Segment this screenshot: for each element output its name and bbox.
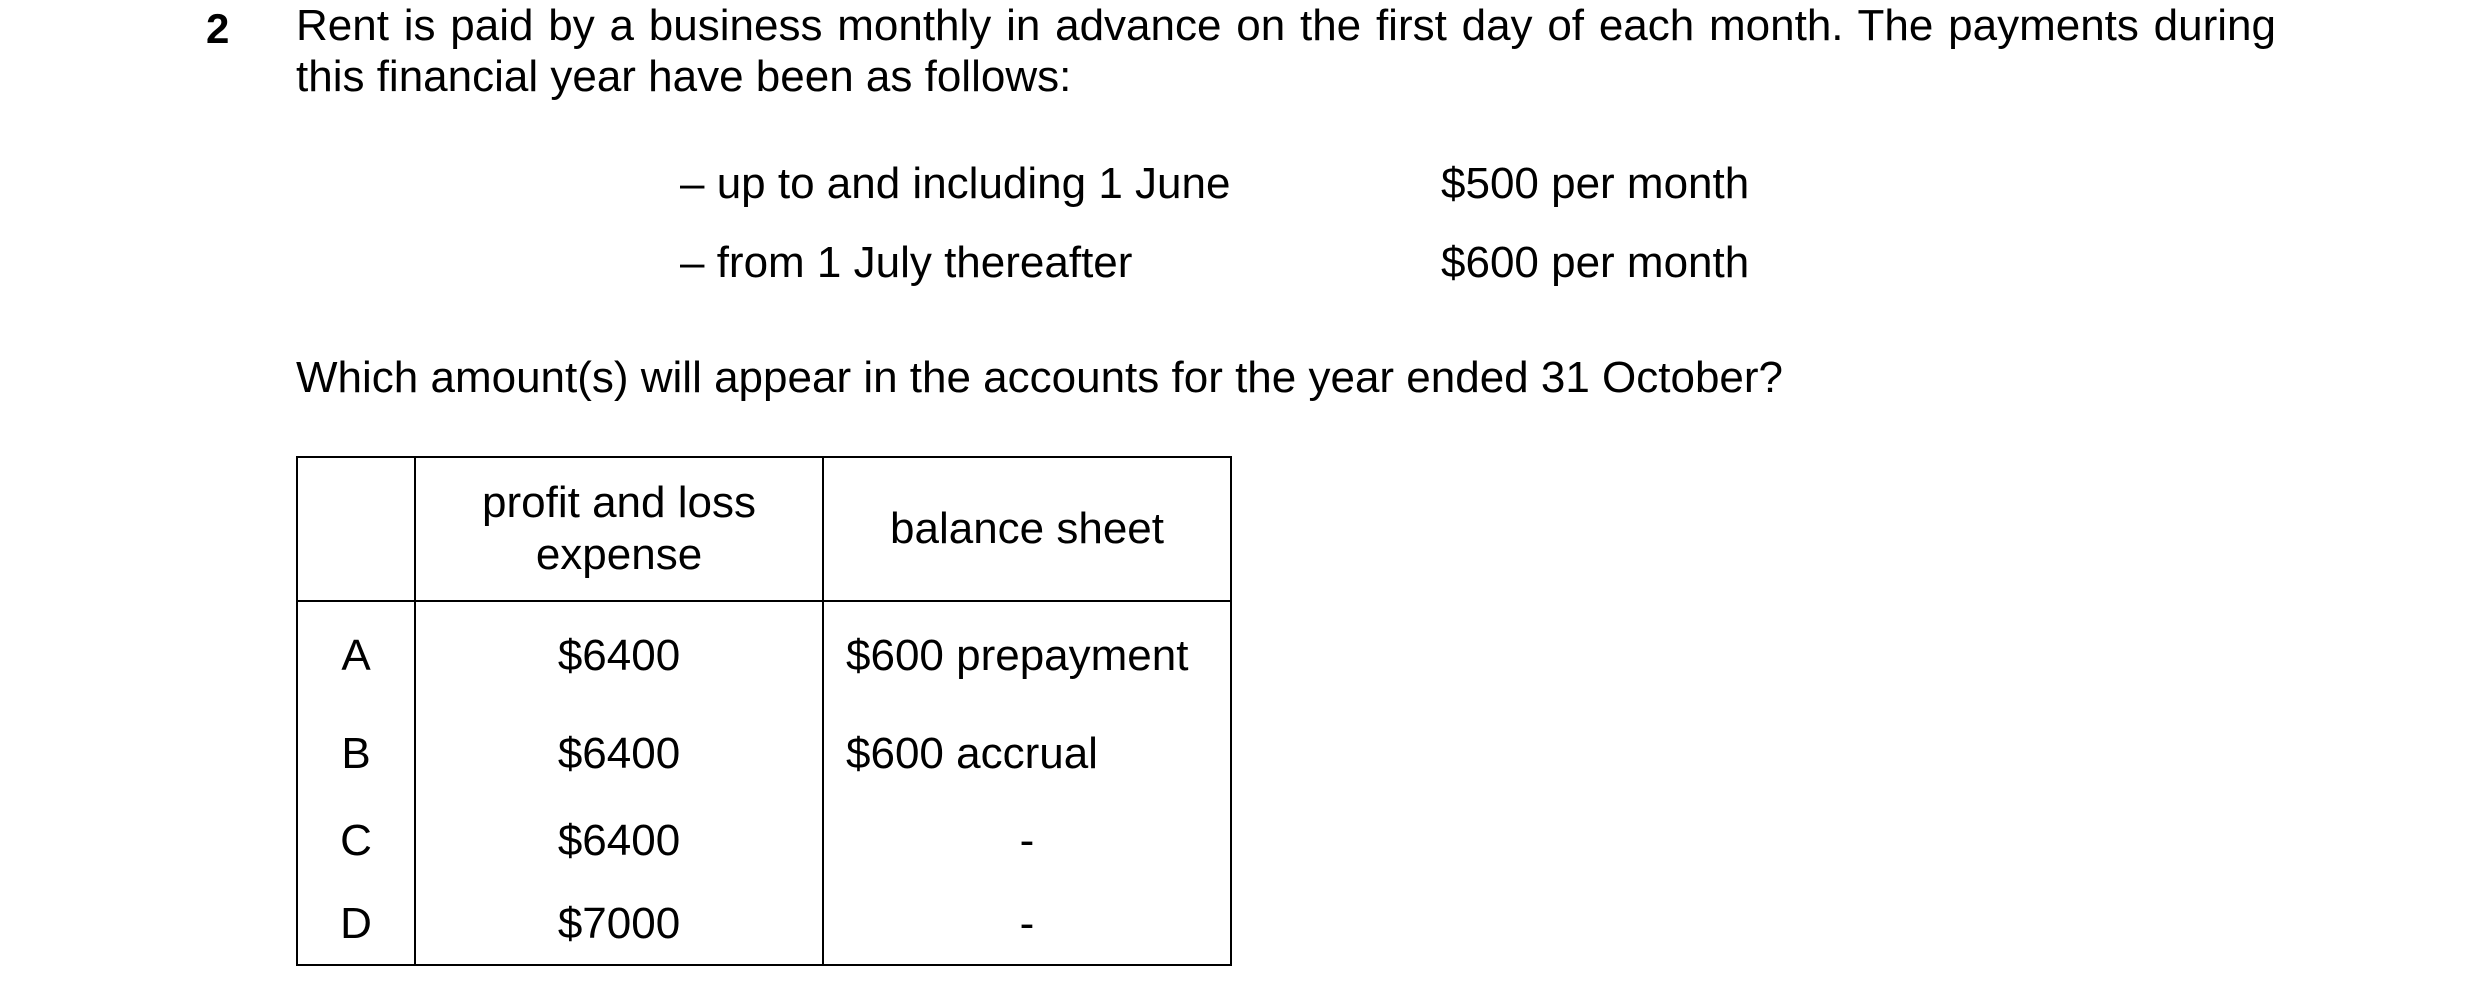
question-stem: Rent is paid by a business monthly in advance on the first day of each month. The payments during this financial year have been as follows: xyxy=(296,1,2276,101)
bs-value: $600 accrual xyxy=(823,710,1231,797)
option-letter: D xyxy=(297,884,415,965)
rate-amount-2: $600 per month xyxy=(1441,238,1750,287)
option-letter: C xyxy=(297,797,415,884)
pl-value: $6400 xyxy=(415,601,823,710)
header-pl-line2: expense xyxy=(535,530,703,579)
rate-period-2: – from 1 July thereafter xyxy=(680,238,1133,287)
table-row xyxy=(297,797,1231,884)
bs-value: - xyxy=(823,884,1231,965)
table-row xyxy=(297,884,1231,965)
pl-value: $6400 xyxy=(415,797,823,884)
table-row xyxy=(297,601,1231,710)
table-header-row xyxy=(297,457,1231,601)
pl-value: $7000 xyxy=(415,884,823,965)
question-number: 2 xyxy=(206,5,230,52)
option-letter: A xyxy=(297,601,415,710)
bs-value: - xyxy=(823,797,1231,884)
rate-amount-1: $500 per month xyxy=(1441,159,1750,208)
pl-value: $6400 xyxy=(415,710,823,797)
header-option xyxy=(297,457,415,601)
header-pl-line1: profit and loss xyxy=(482,478,756,527)
question-prompt: Which amount(s) will appear in the accounts for the year ended 31 October? xyxy=(296,353,1784,402)
header-profit-and-loss xyxy=(415,457,823,601)
rate-period-1: – up to and including 1 June xyxy=(680,159,1231,208)
option-letter: B xyxy=(297,710,415,797)
answer-options-table xyxy=(296,456,1232,966)
bs-value: $600 prepayment xyxy=(823,601,1231,710)
table-row xyxy=(297,710,1231,797)
header-balance-sheet: balance sheet xyxy=(823,457,1231,601)
